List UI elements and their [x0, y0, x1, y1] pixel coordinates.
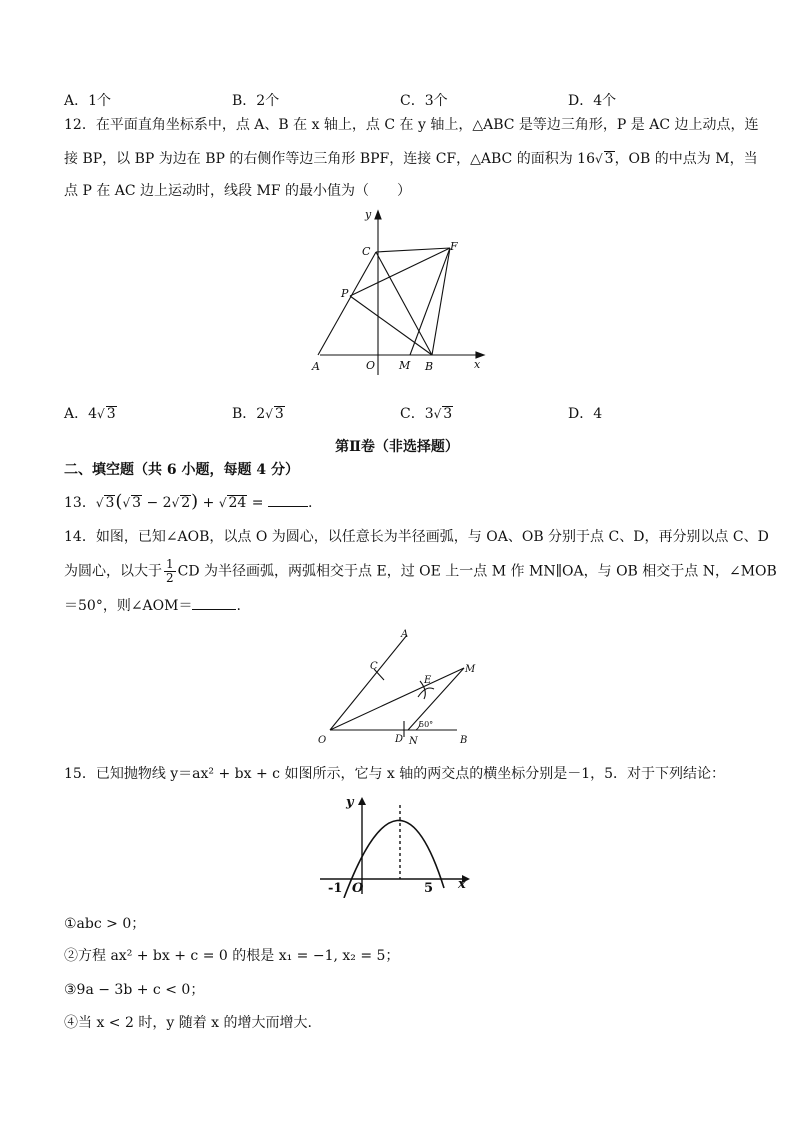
- q13-answer-blank[interactable]: [268, 492, 308, 507]
- q14-label-d: D: [395, 734, 404, 745]
- q15-label-o: O: [352, 881, 364, 896]
- q12-segment-cf: [376, 248, 450, 252]
- q12-figure: [300, 205, 500, 380]
- q12-option-c: C．3√ 3: [400, 406, 453, 422]
- q12-side-fb: [432, 248, 450, 355]
- q12-label-y: y: [365, 208, 372, 221]
- section-heading: 二、填空题（共 6 小题，每题 4 分）: [64, 462, 299, 478]
- q12-option-b: B．2√ 3: [232, 406, 284, 422]
- q12-line2-b: ，OB 的中点为 M，当: [614, 151, 758, 167]
- q12-y-arrow: [375, 211, 381, 219]
- q15-conclusion-4: ④当 x < 2 时，y 随着 x 的增大而增大.: [64, 1015, 312, 1031]
- q14-label-e: E: [424, 675, 432, 686]
- q12-label-p: P: [341, 287, 349, 300]
- q12-label-f: F: [450, 240, 458, 253]
- q12-line2: 接 BP，以 BP 为边在 BP 的右侧作等边三角形 BPF，连接 CF，△ABC 的面积为 16√ 3，OB 的中点为 M，当: [64, 151, 758, 167]
- q15-y-arrow: [358, 797, 366, 805]
- q15-conclusion-3: ③9a − 3b + c < 0；: [64, 982, 205, 998]
- q12-option-d: D．4: [568, 406, 603, 422]
- q11-option-b: B．2个: [232, 93, 280, 109]
- q12-label-x: x: [474, 358, 481, 371]
- q15-label-5: 5: [424, 881, 434, 896]
- q12-label-m: M: [399, 359, 411, 372]
- q12-side-pb: [350, 296, 432, 355]
- q15-conclusion-2: ②方程 ax² + bx + c = 0 的根是 x₁ = −1, x₂ = 5；: [64, 948, 400, 964]
- q13-line: 13．√ 3(√ 3 − 2√ 2) + √ 24 = .: [64, 491, 313, 512]
- q15-label-y: y: [346, 795, 354, 810]
- q12-label-a: A: [312, 360, 320, 373]
- q15-line1: 15．已知抛物线 y＝ax² + bx + c 如图所示，它与 x 轴的两交点的横坐标分别是－1，5．对于下列结论：: [64, 766, 726, 782]
- q14-ray-oa: [330, 635, 407, 730]
- q12-label-b: B: [425, 360, 434, 373]
- q14-label-a: A: [401, 629, 409, 640]
- q12-side-ac: [318, 252, 376, 355]
- q12-side-cb: [376, 252, 432, 355]
- q14-arc-e2: [418, 688, 434, 697]
- q12-line2-a: 接 BP，以 BP 为边在 BP 的右侧作等边三角形 BPF，连接 CF，△ABC 的面积为 16: [64, 151, 595, 167]
- q14-figure: [312, 625, 482, 750]
- q15-label-neg1: -1: [328, 881, 343, 896]
- q14-label-m: M: [465, 664, 476, 675]
- q14-angle-label: 50°: [419, 720, 434, 729]
- q12-label-c: C: [362, 245, 371, 258]
- q14-segment-mn: [408, 668, 464, 730]
- q14-label-c: C: [370, 661, 378, 672]
- q14-label-n: N: [409, 736, 418, 747]
- q14-line2: 为圆心，以大于 $\frac{1}{2}$ CD 为半径画弧，两弧相交于点 E，过 OE 上一点 M 作 MN∥OA，与 OB 相交于点 N，∠MOB: [64, 557, 777, 585]
- q14-answer-blank[interactable]: [192, 595, 236, 610]
- q11-option-d: D．4个: [568, 93, 617, 109]
- q14-label-b: B: [460, 735, 468, 746]
- q15-label-x: x: [458, 877, 466, 892]
- q15-conclusion-1: ①abc > 0；: [64, 916, 146, 932]
- q12-label-o: O: [366, 359, 376, 372]
- q12-line3: 点 P 在 AC 边上运动时，线段 MF 的最小值为（ ）: [64, 183, 411, 199]
- q12-line1: 12．在平面直角坐标系中，点 A、B 在 x 轴上，点 C 在 y 轴上，△ABC 是等边三角形，P 是 AC 边上动点，连: [64, 117, 759, 133]
- q14-line1: 14．如图，已知∠AOB，以点 O 为圆心，以任意长为半径画弧，与 OA、OB 分别于点 C、D，再分别以点 C、D: [64, 529, 769, 545]
- q12-option-a: A．4√ 3: [64, 406, 116, 422]
- q15-figure: [316, 788, 476, 898]
- section-title: 第Ⅱ卷（非选择题）: [335, 439, 459, 455]
- q11-option-a: A．1个: [64, 93, 112, 109]
- q11-option-c: C．3个: [400, 93, 448, 109]
- q14-fraction: $\frac{1}{2}$: [166, 557, 174, 585]
- q14-line3: ＝50°，则∠AOM＝ .: [64, 595, 241, 616]
- q12-area-sqrt: 3: [604, 151, 614, 167]
- q14-ray-om: [330, 668, 464, 730]
- q13-number: 13．: [64, 495, 96, 511]
- q14-label-o: O: [318, 735, 327, 746]
